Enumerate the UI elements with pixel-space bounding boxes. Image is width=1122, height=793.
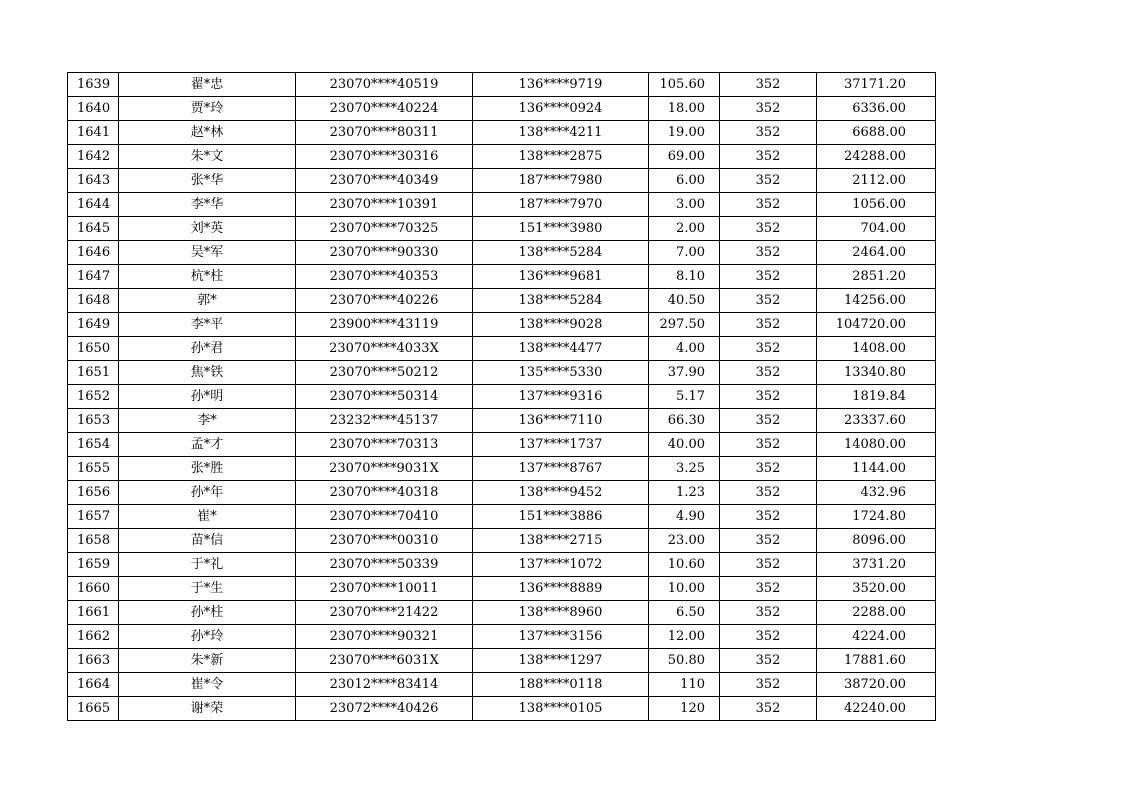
cell-amount: 704.00: [817, 217, 936, 241]
table-row: [68, 529, 936, 553]
cell-name: 于*礼: [119, 553, 296, 577]
cell-area: 10.60: [649, 553, 720, 577]
cell-name: 贾*玲: [119, 97, 296, 121]
cell-row-number: 1659: [68, 553, 119, 577]
cell-name: 崔*: [119, 505, 296, 529]
cell-unit-price: 352: [720, 289, 817, 313]
cell-amount: 13340.80: [817, 361, 936, 385]
cell-row-number: 1661: [68, 601, 119, 625]
cell-id-number: 23070****50314: [296, 385, 473, 409]
cell-unit-price: 352: [720, 241, 817, 265]
cell-unit-price: 352: [720, 433, 817, 457]
cell-area: 50.80: [649, 649, 720, 673]
cell-row-number: 1646: [68, 241, 119, 265]
cell-row-number: 1642: [68, 145, 119, 169]
cell-amount: 2851.20: [817, 265, 936, 289]
table-row: [68, 625, 936, 649]
cell-id-number: 23070****00310: [296, 529, 473, 553]
cell-id-number: 23070****9031X: [296, 457, 473, 481]
cell-area: 19.00: [649, 121, 720, 145]
cell-phone: 138****2715: [473, 529, 649, 553]
cell-area: 66.30: [649, 409, 720, 433]
cell-amount: 24288.00: [817, 145, 936, 169]
cell-phone: 138****5284: [473, 289, 649, 313]
cell-amount: 14080.00: [817, 433, 936, 457]
cell-id-number: 23232****45137: [296, 409, 473, 433]
cell-unit-price: 352: [720, 529, 817, 553]
cell-unit-price: 352: [720, 601, 817, 625]
cell-name: 杭*柱: [119, 265, 296, 289]
cell-phone: 151****3886: [473, 505, 649, 529]
cell-phone: 137****1072: [473, 553, 649, 577]
cell-phone: 136****9681: [473, 265, 649, 289]
cell-phone: 138****0105: [473, 697, 649, 721]
cell-name: 翟*忠: [119, 73, 296, 97]
cell-phone: 136****0924: [473, 97, 649, 121]
cell-name: 孙*年: [119, 481, 296, 505]
cell-phone: 137****8767: [473, 457, 649, 481]
table-row: [68, 577, 936, 601]
cell-id-number: 23070****40224: [296, 97, 473, 121]
table-row: [68, 241, 936, 265]
data-table: [67, 72, 936, 721]
cell-name: 孟*才: [119, 433, 296, 457]
cell-amount: 42240.00: [817, 697, 936, 721]
cell-row-number: 1644: [68, 193, 119, 217]
table-row: [68, 481, 936, 505]
cell-name: 焦*铁: [119, 361, 296, 385]
cell-row-number: 1662: [68, 625, 119, 649]
cell-unit-price: 352: [720, 265, 817, 289]
cell-name: 张*华: [119, 169, 296, 193]
cell-amount: 104720.00: [817, 313, 936, 337]
cell-unit-price: 352: [720, 409, 817, 433]
cell-phone: 187****7970: [473, 193, 649, 217]
cell-id-number: 23070****40353: [296, 265, 473, 289]
cell-row-number: 1650: [68, 337, 119, 361]
cell-amount: 1144.00: [817, 457, 936, 481]
cell-unit-price: 352: [720, 457, 817, 481]
cell-amount: 2112.00: [817, 169, 936, 193]
cell-amount: 1724.80: [817, 505, 936, 529]
cell-name: 孙*君: [119, 337, 296, 361]
cell-id-number: 23070****90321: [296, 625, 473, 649]
cell-phone: 137****3156: [473, 625, 649, 649]
cell-unit-price: 352: [720, 553, 817, 577]
cell-row-number: 1648: [68, 289, 119, 313]
cell-area: 2.00: [649, 217, 720, 241]
cell-id-number: 23070****4033X: [296, 337, 473, 361]
cell-row-number: 1645: [68, 217, 119, 241]
cell-amount: 14256.00: [817, 289, 936, 313]
cell-amount: 1819.84: [817, 385, 936, 409]
cell-unit-price: 352: [720, 145, 817, 169]
table-row: [68, 385, 936, 409]
cell-row-number: 1641: [68, 121, 119, 145]
cell-id-number: 23072****40426: [296, 697, 473, 721]
cell-area: 120: [649, 697, 720, 721]
cell-name: 崔*令: [119, 673, 296, 697]
cell-area: 10.00: [649, 577, 720, 601]
cell-unit-price: 352: [720, 673, 817, 697]
cell-name: 李*平: [119, 313, 296, 337]
cell-name: 于*生: [119, 577, 296, 601]
cell-name: 谢*荣: [119, 697, 296, 721]
cell-unit-price: 352: [720, 361, 817, 385]
cell-area: 4.90: [649, 505, 720, 529]
table-row: [68, 505, 936, 529]
table-row: [68, 289, 936, 313]
table-row: [68, 73, 936, 97]
cell-unit-price: 352: [720, 169, 817, 193]
cell-row-number: 1665: [68, 697, 119, 721]
cell-name: 朱*文: [119, 145, 296, 169]
cell-row-number: 1640: [68, 97, 119, 121]
cell-unit-price: 352: [720, 697, 817, 721]
cell-id-number: 23070****30316: [296, 145, 473, 169]
cell-amount: 37171.20: [817, 73, 936, 97]
table-row: [68, 265, 936, 289]
cell-id-number: 23070****50212: [296, 361, 473, 385]
cell-area: 110: [649, 673, 720, 697]
cell-name: 朱*新: [119, 649, 296, 673]
cell-amount: 2288.00: [817, 601, 936, 625]
cell-name: 孙*明: [119, 385, 296, 409]
table-row: [68, 697, 936, 721]
cell-area: 18.00: [649, 97, 720, 121]
cell-phone: 135****5330: [473, 361, 649, 385]
cell-id-number: 23070****90330: [296, 241, 473, 265]
cell-phone: 138****5284: [473, 241, 649, 265]
table-row: [68, 217, 936, 241]
cell-name: 孙*柱: [119, 601, 296, 625]
cell-area: 297.50: [649, 313, 720, 337]
table-body: [68, 73, 936, 721]
cell-area: 12.00: [649, 625, 720, 649]
cell-id-number: 23070****50339: [296, 553, 473, 577]
table-row: [68, 193, 936, 217]
cell-id-number: 23070****40349: [296, 169, 473, 193]
table-row: [68, 649, 936, 673]
table-row: [68, 337, 936, 361]
cell-amount: 1408.00: [817, 337, 936, 361]
table-row: [68, 313, 936, 337]
cell-unit-price: 352: [720, 73, 817, 97]
cell-row-number: 1652: [68, 385, 119, 409]
cell-unit-price: 352: [720, 481, 817, 505]
cell-amount: 3520.00: [817, 577, 936, 601]
cell-area: 69.00: [649, 145, 720, 169]
cell-name: 孙*玲: [119, 625, 296, 649]
cell-area: 37.90: [649, 361, 720, 385]
cell-phone: 138****9452: [473, 481, 649, 505]
cell-name: 李*华: [119, 193, 296, 217]
cell-id-number: 23012****83414: [296, 673, 473, 697]
cell-area: 7.00: [649, 241, 720, 265]
cell-row-number: 1660: [68, 577, 119, 601]
cell-id-number: 23070****10011: [296, 577, 473, 601]
cell-row-number: 1647: [68, 265, 119, 289]
cell-unit-price: 352: [720, 625, 817, 649]
cell-id-number: 23070****70325: [296, 217, 473, 241]
cell-amount: 3731.20: [817, 553, 936, 577]
cell-unit-price: 352: [720, 337, 817, 361]
cell-id-number: 23070****70410: [296, 505, 473, 529]
table-row: [68, 145, 936, 169]
cell-phone: 138****8960: [473, 601, 649, 625]
cell-area: 40.00: [649, 433, 720, 457]
cell-amount: 17881.60: [817, 649, 936, 673]
cell-amount: 2464.00: [817, 241, 936, 265]
cell-phone: 138****4211: [473, 121, 649, 145]
table-row: [68, 457, 936, 481]
cell-phone: 138****9028: [473, 313, 649, 337]
cell-name: 李*: [119, 409, 296, 433]
cell-id-number: 23070****40226: [296, 289, 473, 313]
cell-phone: 137****9316: [473, 385, 649, 409]
cell-area: 3.25: [649, 457, 720, 481]
table-row: [68, 673, 936, 697]
cell-area: 3.00: [649, 193, 720, 217]
table-row: [68, 169, 936, 193]
cell-name: 吴*军: [119, 241, 296, 265]
cell-unit-price: 352: [720, 97, 817, 121]
cell-amount: 8096.00: [817, 529, 936, 553]
cell-row-number: 1643: [68, 169, 119, 193]
cell-row-number: 1656: [68, 481, 119, 505]
cell-phone: 138****2875: [473, 145, 649, 169]
cell-unit-price: 352: [720, 577, 817, 601]
cell-unit-price: 352: [720, 217, 817, 241]
table-row: [68, 361, 936, 385]
cell-unit-price: 352: [720, 505, 817, 529]
cell-id-number: 23070****10391: [296, 193, 473, 217]
cell-area: 4.00: [649, 337, 720, 361]
cell-name: 苗*信: [119, 529, 296, 553]
cell-name: 赵*林: [119, 121, 296, 145]
cell-amount: 38720.00: [817, 673, 936, 697]
cell-id-number: 23070****40519: [296, 73, 473, 97]
cell-amount: 1056.00: [817, 193, 936, 217]
cell-amount: 432.96: [817, 481, 936, 505]
cell-row-number: 1655: [68, 457, 119, 481]
cell-area: 40.50: [649, 289, 720, 313]
cell-amount: 6336.00: [817, 97, 936, 121]
cell-id-number: 23070****40318: [296, 481, 473, 505]
cell-unit-price: 352: [720, 121, 817, 145]
cell-phone: 136****7110: [473, 409, 649, 433]
cell-id-number: 23070****80311: [296, 121, 473, 145]
cell-phone: 138****4477: [473, 337, 649, 361]
cell-area: 8.10: [649, 265, 720, 289]
table-row: [68, 553, 936, 577]
cell-phone: 136****9719: [473, 73, 649, 97]
cell-row-number: 1651: [68, 361, 119, 385]
cell-unit-price: 352: [720, 649, 817, 673]
cell-amount: 6688.00: [817, 121, 936, 145]
cell-area: 6.00: [649, 169, 720, 193]
cell-row-number: 1664: [68, 673, 119, 697]
cell-phone: 188****0118: [473, 673, 649, 697]
cell-name: 张*胜: [119, 457, 296, 481]
cell-unit-price: 352: [720, 385, 817, 409]
cell-phone: 138****1297: [473, 649, 649, 673]
cell-id-number: 23070****21422: [296, 601, 473, 625]
cell-area: 1.23: [649, 481, 720, 505]
cell-area: 5.17: [649, 385, 720, 409]
table-row: [68, 121, 936, 145]
table-row: [68, 601, 936, 625]
cell-name: 刘*英: [119, 217, 296, 241]
cell-amount: 4224.00: [817, 625, 936, 649]
cell-area: 6.50: [649, 601, 720, 625]
cell-name: 郭*: [119, 289, 296, 313]
table-row: [68, 97, 936, 121]
cell-phone: 136****8889: [473, 577, 649, 601]
cell-row-number: 1653: [68, 409, 119, 433]
cell-row-number: 1649: [68, 313, 119, 337]
cell-row-number: 1654: [68, 433, 119, 457]
cell-area: 105.60: [649, 73, 720, 97]
cell-id-number: 23070****6031X: [296, 649, 473, 673]
cell-id-number: 23070****70313: [296, 433, 473, 457]
table-row: [68, 433, 936, 457]
cell-id-number: 23900****43119: [296, 313, 473, 337]
cell-row-number: 1639: [68, 73, 119, 97]
cell-row-number: 1657: [68, 505, 119, 529]
cell-phone: 187****7980: [473, 169, 649, 193]
cell-unit-price: 352: [720, 193, 817, 217]
cell-row-number: 1658: [68, 529, 119, 553]
cell-row-number: 1663: [68, 649, 119, 673]
cell-area: 23.00: [649, 529, 720, 553]
cell-phone: 151****3980: [473, 217, 649, 241]
cell-amount: 23337.60: [817, 409, 936, 433]
cell-phone: 137****1737: [473, 433, 649, 457]
cell-unit-price: 352: [720, 313, 817, 337]
table-row: [68, 409, 936, 433]
